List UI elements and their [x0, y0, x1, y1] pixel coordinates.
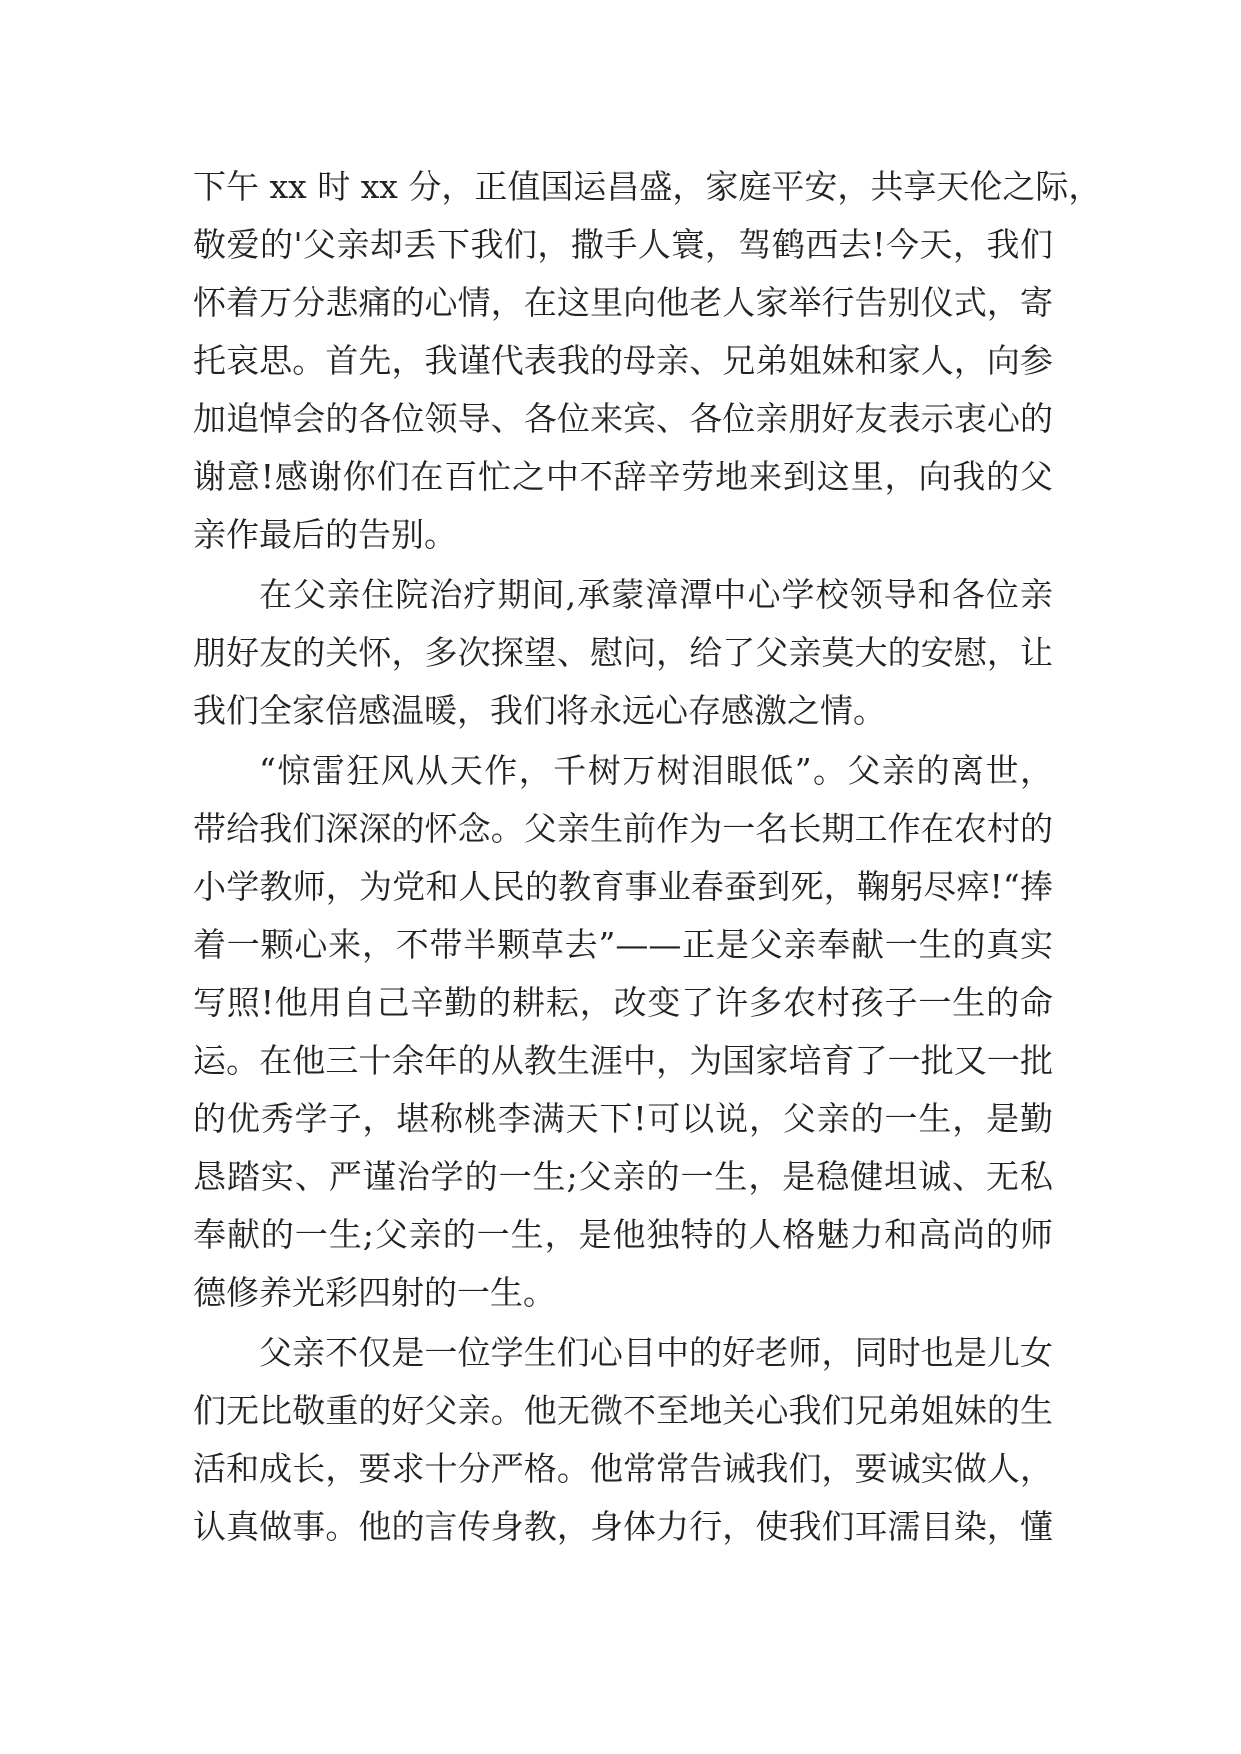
- text-line: 写照!他用自己辛勤的耕耘，改变了许多农村孩子一生的命: [193, 983, 1053, 1022]
- text-line: 着一颗心来，不带半颗草去”——正是父亲奉献一生的真实: [193, 925, 1053, 964]
- text-line: 运。在他三十余年的从教生涯中，为国家培育了一批又一批: [193, 1041, 1053, 1080]
- text-line: 托哀思。首先，我谨代表我的母亲、兄弟姐妹和家人，向参: [193, 341, 1053, 380]
- text-line: 我们全家倍感温暖，我们将永远心存感激之情。: [193, 691, 886, 730]
- text-line: 下午 xx 时 xx 分，正值国运昌盛，家庭平安，共享天伦之际，: [193, 167, 1102, 206]
- text-line: 认真做事。他的言传身教，身体力行，使我们耳濡目染，懂: [193, 1507, 1053, 1546]
- text-line: 朋好友的关怀，多次探望、慰问，给了父亲莫大的安慰，让: [193, 633, 1053, 672]
- text-line: 父亲不仅是一位学生们心目中的好老师，同时也是儿女: [259, 1333, 1053, 1372]
- document-body: [193, 158, 1102, 1558]
- text-line: 的优秀学子，堪称桃李满天下!可以说，父亲的一生，是勤: [193, 1099, 1053, 1138]
- text-line: 敬爱的'父亲却丢下我们，撒手人寰，驾鹤西去!今天，我们: [193, 225, 1053, 264]
- text-line: 亲作最后的告别。: [193, 515, 457, 554]
- paragraph-1: [193, 158, 1102, 564]
- text-line: 加追悼会的各位领导、各位来宾、各位亲朋好友表示衷心的: [193, 399, 1053, 438]
- text-line: 小学教师，为党和人民的教育事业春蚕到死，鞠躬尽瘁!“捧: [193, 867, 1053, 906]
- text-line: 在父亲住院治疗期间,承蒙漳潭中心学校领导和各位亲: [259, 575, 1053, 614]
- text-line: 怀着万分悲痛的心情，在这里向他老人家举行告别仪式，寄: [193, 283, 1053, 322]
- paragraph-3: [193, 742, 1053, 1322]
- text-line: 恳踏实、严谨治学的一生;父亲的一生，是稳健坦诚、无私: [193, 1157, 1053, 1196]
- text-line: 活和成长，要求十分严格。他常常告诫我们，要诚实做人，: [193, 1449, 1053, 1488]
- text-line: 们无比敬重的好父亲。他无微不至地关心我们兄弟姐妹的生: [193, 1391, 1053, 1430]
- text-line: 带给我们深深的怀念。父亲生前作为一名长期工作在农村的: [193, 809, 1053, 848]
- text-line: 德修养光彩四射的一生。: [193, 1273, 556, 1312]
- text-line: 谢意!感谢你们在百忙之中不辞辛劳地来到这里，向我的父: [193, 457, 1053, 496]
- text-line: 奉献的一生;父亲的一生，是他独特的人格魅力和高尚的师: [193, 1215, 1053, 1254]
- paragraph-2: [193, 566, 1053, 740]
- text-line: “惊雷狂风从天作，千树万树泪眼低”。父亲的离世，: [259, 751, 1053, 790]
- paragraph-4: [193, 1324, 1053, 1556]
